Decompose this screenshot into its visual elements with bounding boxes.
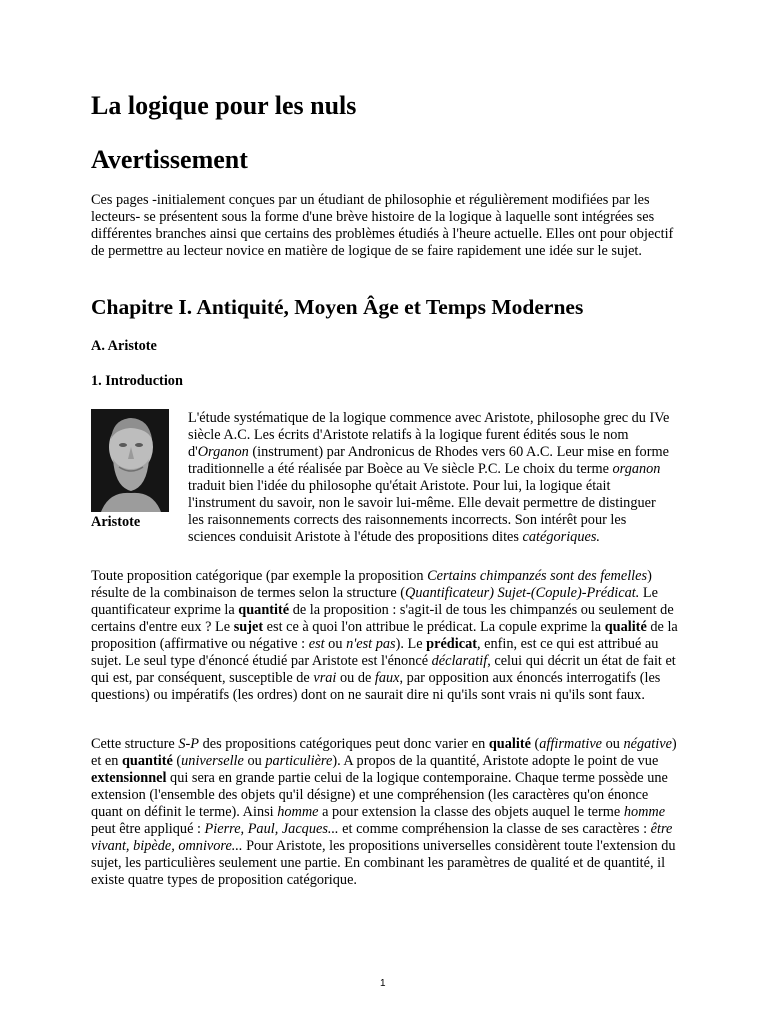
categorical-proposition-paragraph: Toute proposition catégorique (par exemple la proposition Certains chimpanzés sont des femelles) résulte de la combinaison de termes selon la structure (Quantificateur) Sujet-(Copule)-Prédicat. Le quantificateur exprime la quantité de la proposition : s'agit-il de tous les chimpanzés ou seulement de certains d'entre eux ? Le sujet est ce à quoi l'on attribue le prédicat. La copule exprime la qualité de la proposition (affirmative ou négative : est ou n'est pas). Le prédicat, enfin, est ce qui est attribué au sujet. Le seul type d'énoncé étudié par Aristote est l'énoncé déclaratif, celui qui décrit un état de fait et qui est, par conséquent, susceptible de vrai ou de faux, par opposition aux énoncés interrogatifs (les questions) ou impératifs (les ordres) dont on ne saurait dire ni qu'ils sont vrais ni qu'ils sont faux.: [91, 568, 678, 703]
aristotle-figure: [91, 409, 181, 531]
figure-caption: Aristote: [91, 514, 141, 530]
subsection-heading-a: A. Aristote: [91, 338, 157, 354]
document-title: La logique pour les nuls: [91, 91, 357, 120]
section-title: Avertissement: [91, 145, 248, 174]
introduction-paragraph: L'étude systématique de la logique commence avec Aristote, philosophe grec du IVe siècle A.C. Les écrits d'Aristote relatifs à la logique furent édités sous le nom d'Organon (instrument) par Andronicus de Rhodes vers 60 A.C. Leur mise en forme traditionnelle a été réalisée par Boèce au Ve siècle P.C. Le choix du terme organon traduit bien l'idée du philosophe qu'était Aristote. Pour lui, la logique était l'instrument du savoir, non le savoir lui-même. Elle devait permettre de distinguer les raisonnements corrects des raisonnements incorrects. Son intérêt pour les sciences conduisit Aristote à l'étude des propositions dites catégoriques.: [188, 410, 670, 545]
structure-paragraph: Cette structure S-P des propositions catégoriques peut donc varier en qualité (affirmative ou négative) et en quantité (universelle ou particulière). A propos de la quantité, Aristote adopte le point de vue extensionnel qui sera en grande partie celui de la logique contemporaine. Chaque terme possède une extension (l'ensemble des objets qu'il désigne) et une compréhension (les caractères qu'on énonce quant on définit le terme). Ainsi homme a pour extension la classe des objets auquel le terme homme peut être appliqué : Pierre, Paul, Jacques... et comme compréhension la classe de ses caractères : être vivant, bipède, omnivore... Pour Aristote, les propositions universelles considèrent toute l'extension du sujet, les particulières seulement une partie. En combinant les paramètres de qualité et de quantité, il existe quatre types de proposition catégorique.: [91, 736, 677, 888]
page-number: 1: [380, 978, 386, 989]
aristotle-portrait-image: [91, 409, 169, 512]
intro-paragraph: Ces pages -initialement conçues par un étudiant de philosophie et régulièrement modifiées par les lecteurs- se présentent sous la forme d'une brève histoire de la logique à laquelle sont intégrées ses différentes branches ainsi que certains des problèmes étudiés à l'heure actuelle. Elles ont pour objectif de permettre au lecteur novice en matière de logique de se faire rapidement une idée sur le sujet.: [91, 192, 674, 259]
subsection-heading-1: 1. Introduction: [91, 373, 183, 389]
chapter-title: Chapitre I. Antiquité, Moyen Âge et Temps Modernes: [91, 295, 584, 319]
